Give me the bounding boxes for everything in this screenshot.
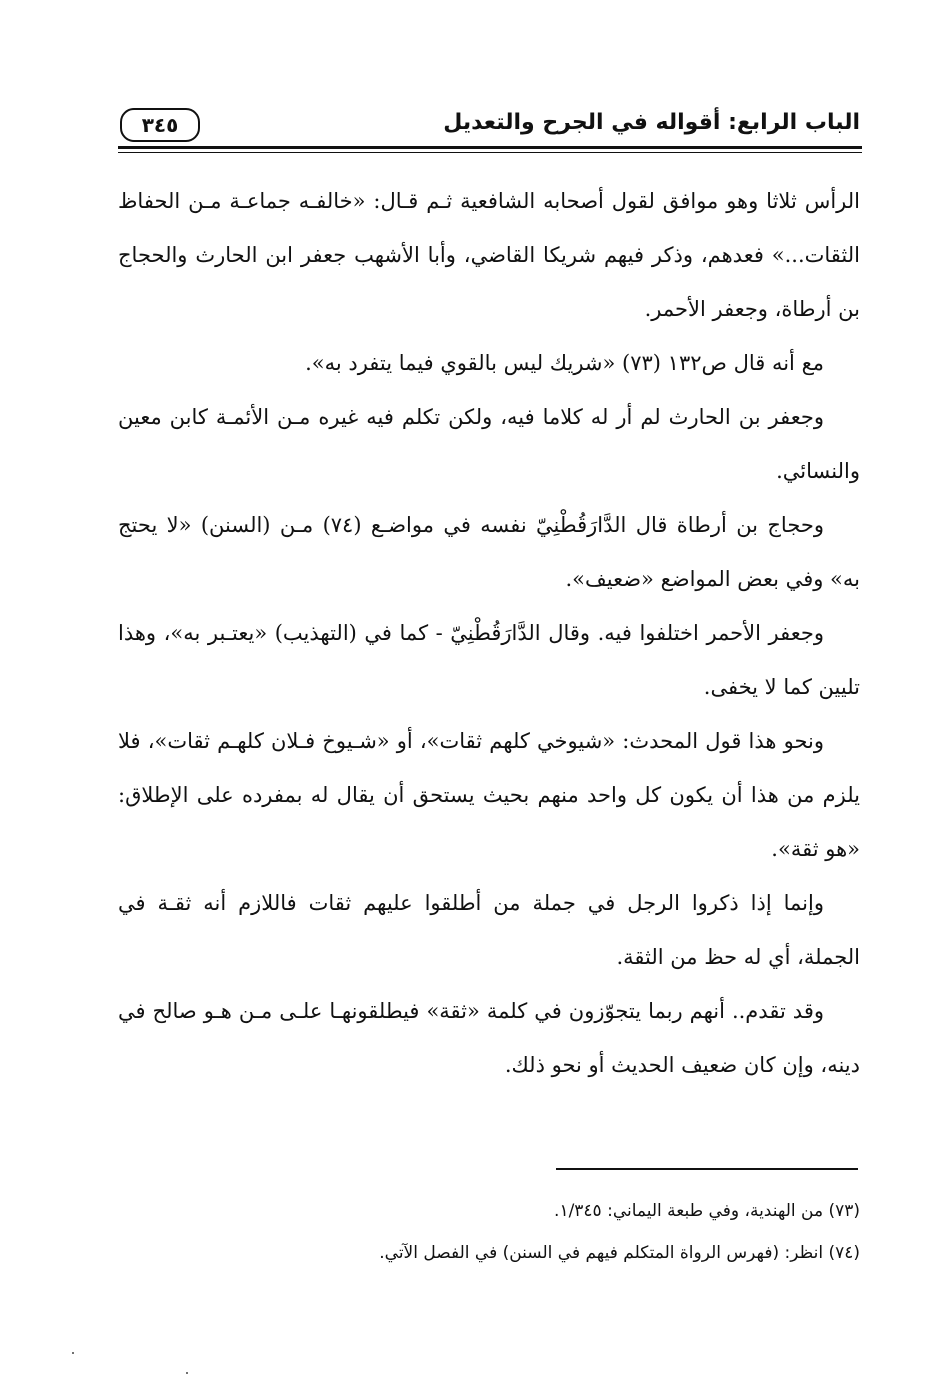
footnote-separator [556,1168,858,1170]
scan-speck [72,1352,74,1354]
paragraph: وجعفر بن الحارث لم أر له كلاما فيه، ولكن تكلم فيه غيره مـن الأئمـة كابن معين والنسائي. [118,405,860,483]
paragraph: وإنما إذا ذكروا الرجل في جملة من أطلقوا عليهم ثقات فاللازم أنه ثقـة في الجملة، أي له حظ من الثقة. [118,891,860,969]
body-text [118,174,860,1092]
footnote: (٧٤) انظر: (فهرس الرواة المتكلم فيهم في السنن) في الفصل الآتي. [379,1243,860,1263]
footnotes [118,1190,860,1274]
paragraph: ونحو هذا قول المحدث: «شيوخي كلهم ثقات»، أو «شـيوخ فـلان كلهـم ثقات»، فلا يلزم من هذا أن يكون كل واحد منهم بحيث يستحق أن يقال له بمفرده على الإطلاق: «هو ثقة». [118,729,860,861]
page-number-badge: ٣٤٥ [120,108,200,142]
paragraph: مع أنه قال ص١٣٢ (٧٣) «شريك ليس بالقوي فيما يتفرد به». [305,351,824,375]
chapter-title: الباب الرابع: أقواله في الجرح والتعديل [443,110,860,135]
header-rule [118,146,862,149]
paragraph: وجعفر الأحمر اختلفوا فيه. وقال الدَّارَقُطْنِيّ - كما في (التهذيب) «يعتـبر به»، وهذا تليين كما لا يخفى. [118,621,860,699]
page-header [118,108,860,148]
scan-speck [186,1372,188,1374]
paragraph: وحجاج بن أرطاة قال الدَّارَقُطْنِيّ نفسه في مواضـع (٧٤) مـن (السنن) «لا يحتج به» وفي بعض المواضع «ضعيف». [118,513,860,591]
paragraph: وقد تقدم.. أنهم ربما يتجوّزون في كلمة «ثقة» فيطلقونهـا علـى مـن هـو صالح في دينه، وإن كان ضعيف الحديث أو نحو ذلك. [118,999,860,1077]
paragraph: الرأس ثلاثا وهو موافق لقول أصحابه الشافعية ثـم قـال: «خالفـه جماعـة مـن الحفاظ الثقات...» فعدهم، وذكر فيهم شريكا القاضي، وأبا الأشهب جعفر ابن الحارث والحجاج بن أرطاة، وجعفر الأحمر. [118,189,860,321]
footnote: (٧٣) من الهندية، وفي طبعة اليماني: ١/٣٤٥. [554,1201,860,1221]
header-rule-thin [118,152,862,153]
